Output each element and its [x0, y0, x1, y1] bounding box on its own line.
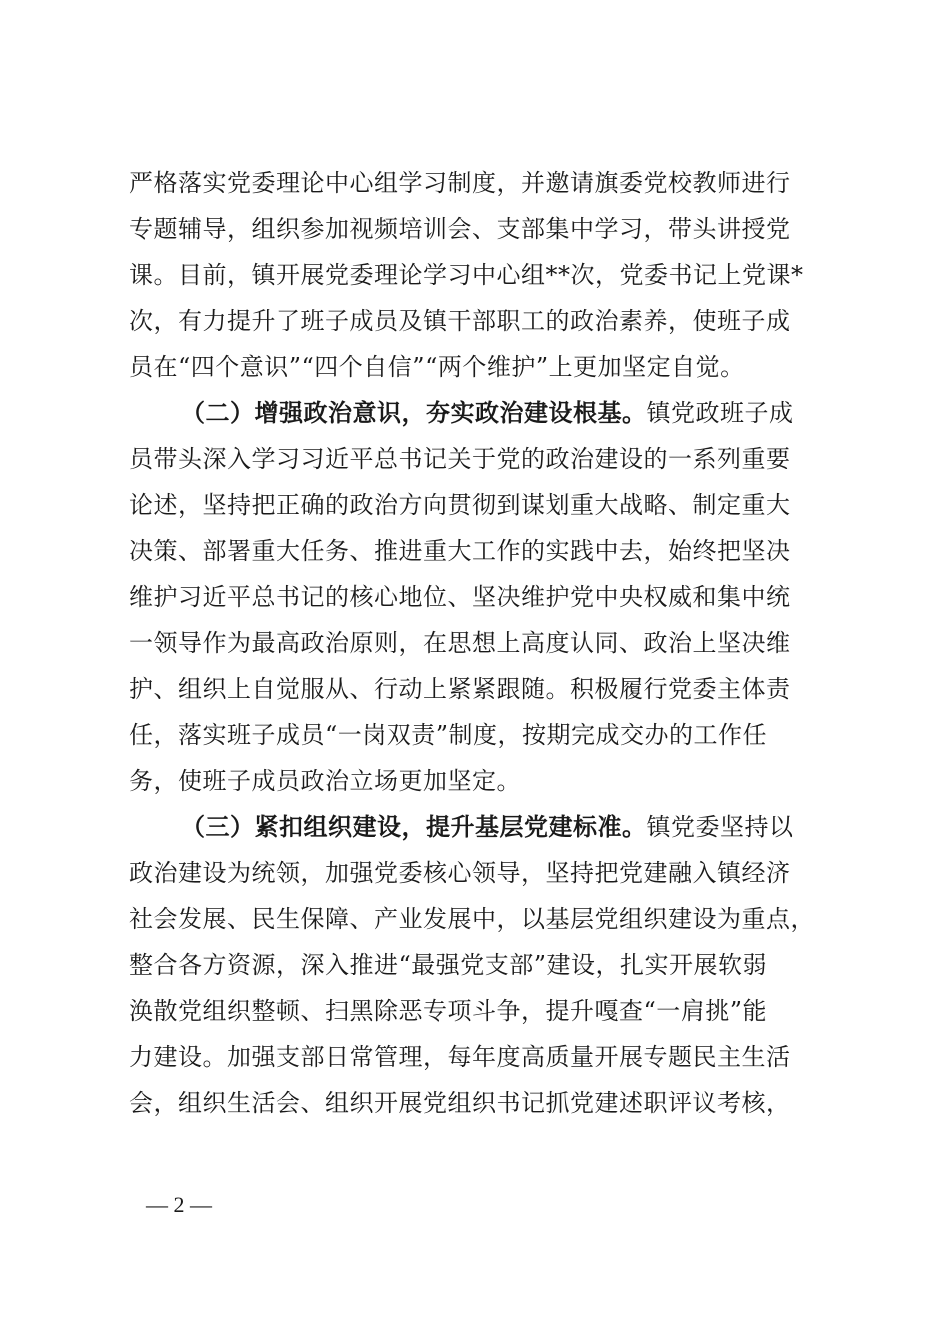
text-line: 员在“四个意识”“四个自信”“两个维护”上更加坚定自觉。: [129, 353, 745, 381]
text-line: 护、组织上自觉服从、行动上紧紧跟随。积极履行党委主体责: [129, 675, 791, 703]
document-body: [129, 160, 829, 1126]
text-line: 论述，坚持把正确的政治方向贯彻到谋划重大战略、制定重大: [129, 491, 791, 519]
text-line: 整合各方资源，深入推进“最强党支部”建设，扎实开展软弱: [129, 951, 768, 979]
text-line: 涣散党组织整顿、扫黑除恶专项斗争，提升嘎查“一肩挑”能: [129, 997, 768, 1025]
paragraph-1: [129, 160, 829, 390]
text-line: 会，组织生活会、组织开展党组织书记抓党建述职评议考核，: [129, 1089, 791, 1117]
text-line: 政治建设为统领，加强党委核心领导，坚持把党建融入镇经济: [129, 859, 791, 887]
text-line: 一领导作为最高政治原则，在思想上高度认同、政治上坚决维: [129, 629, 791, 657]
text-run: 镇党委坚持以: [646, 813, 794, 841]
text-line: 力建设。加强支部日常管理，每年度高质量开展专题民主生活: [129, 1043, 791, 1071]
paragraph-2: [129, 390, 829, 804]
text-line: 任，落实班子成员“一岗双责”制度，按期完成交办的工作任: [129, 721, 768, 749]
text-line: 维护习近平总书记的核心地位、坚决维护党中央权威和集中统: [129, 583, 791, 611]
text-line: 决策、部署重大任务、推进重大工作的实践中去，始终把坚决: [129, 537, 791, 565]
text-line: 务，使班子成员政治立场更加坚定。: [129, 767, 521, 795]
section-heading: （二）增强政治意识，夯实政治建设根基。: [181, 398, 647, 427]
text-line: 专题辅导，组织参加视频培训会、支部集中学习，带头讲授党: [129, 215, 791, 243]
text-line: 社会发展、民生保障、产业发展中，以基层党组织建设为重点，: [129, 905, 815, 933]
text-line: 次，有力提升了班子成员及镇干部职工的政治素养，使班子成: [129, 307, 791, 335]
text-line: 严格落实党委理论中心组学习制度，并邀请旗委党校教师进行: [129, 169, 791, 197]
page-number: — 2 —: [146, 1192, 212, 1217]
text-line: 课。目前，镇开展党委理论学习中心组**次，党委书记上党课*: [129, 261, 804, 289]
section-heading: （三）紧扣组织建设，提升基层党建标准。: [181, 812, 647, 841]
paragraph-first-line: [129, 390, 829, 436]
paragraph-3: [129, 804, 829, 1126]
text-run: 镇党政班子成: [646, 399, 794, 427]
text-line: 员带头深入学习习近平总书记关于党的政治建设的一系列重要: [129, 445, 791, 473]
paragraph-first-line: [129, 804, 829, 850]
